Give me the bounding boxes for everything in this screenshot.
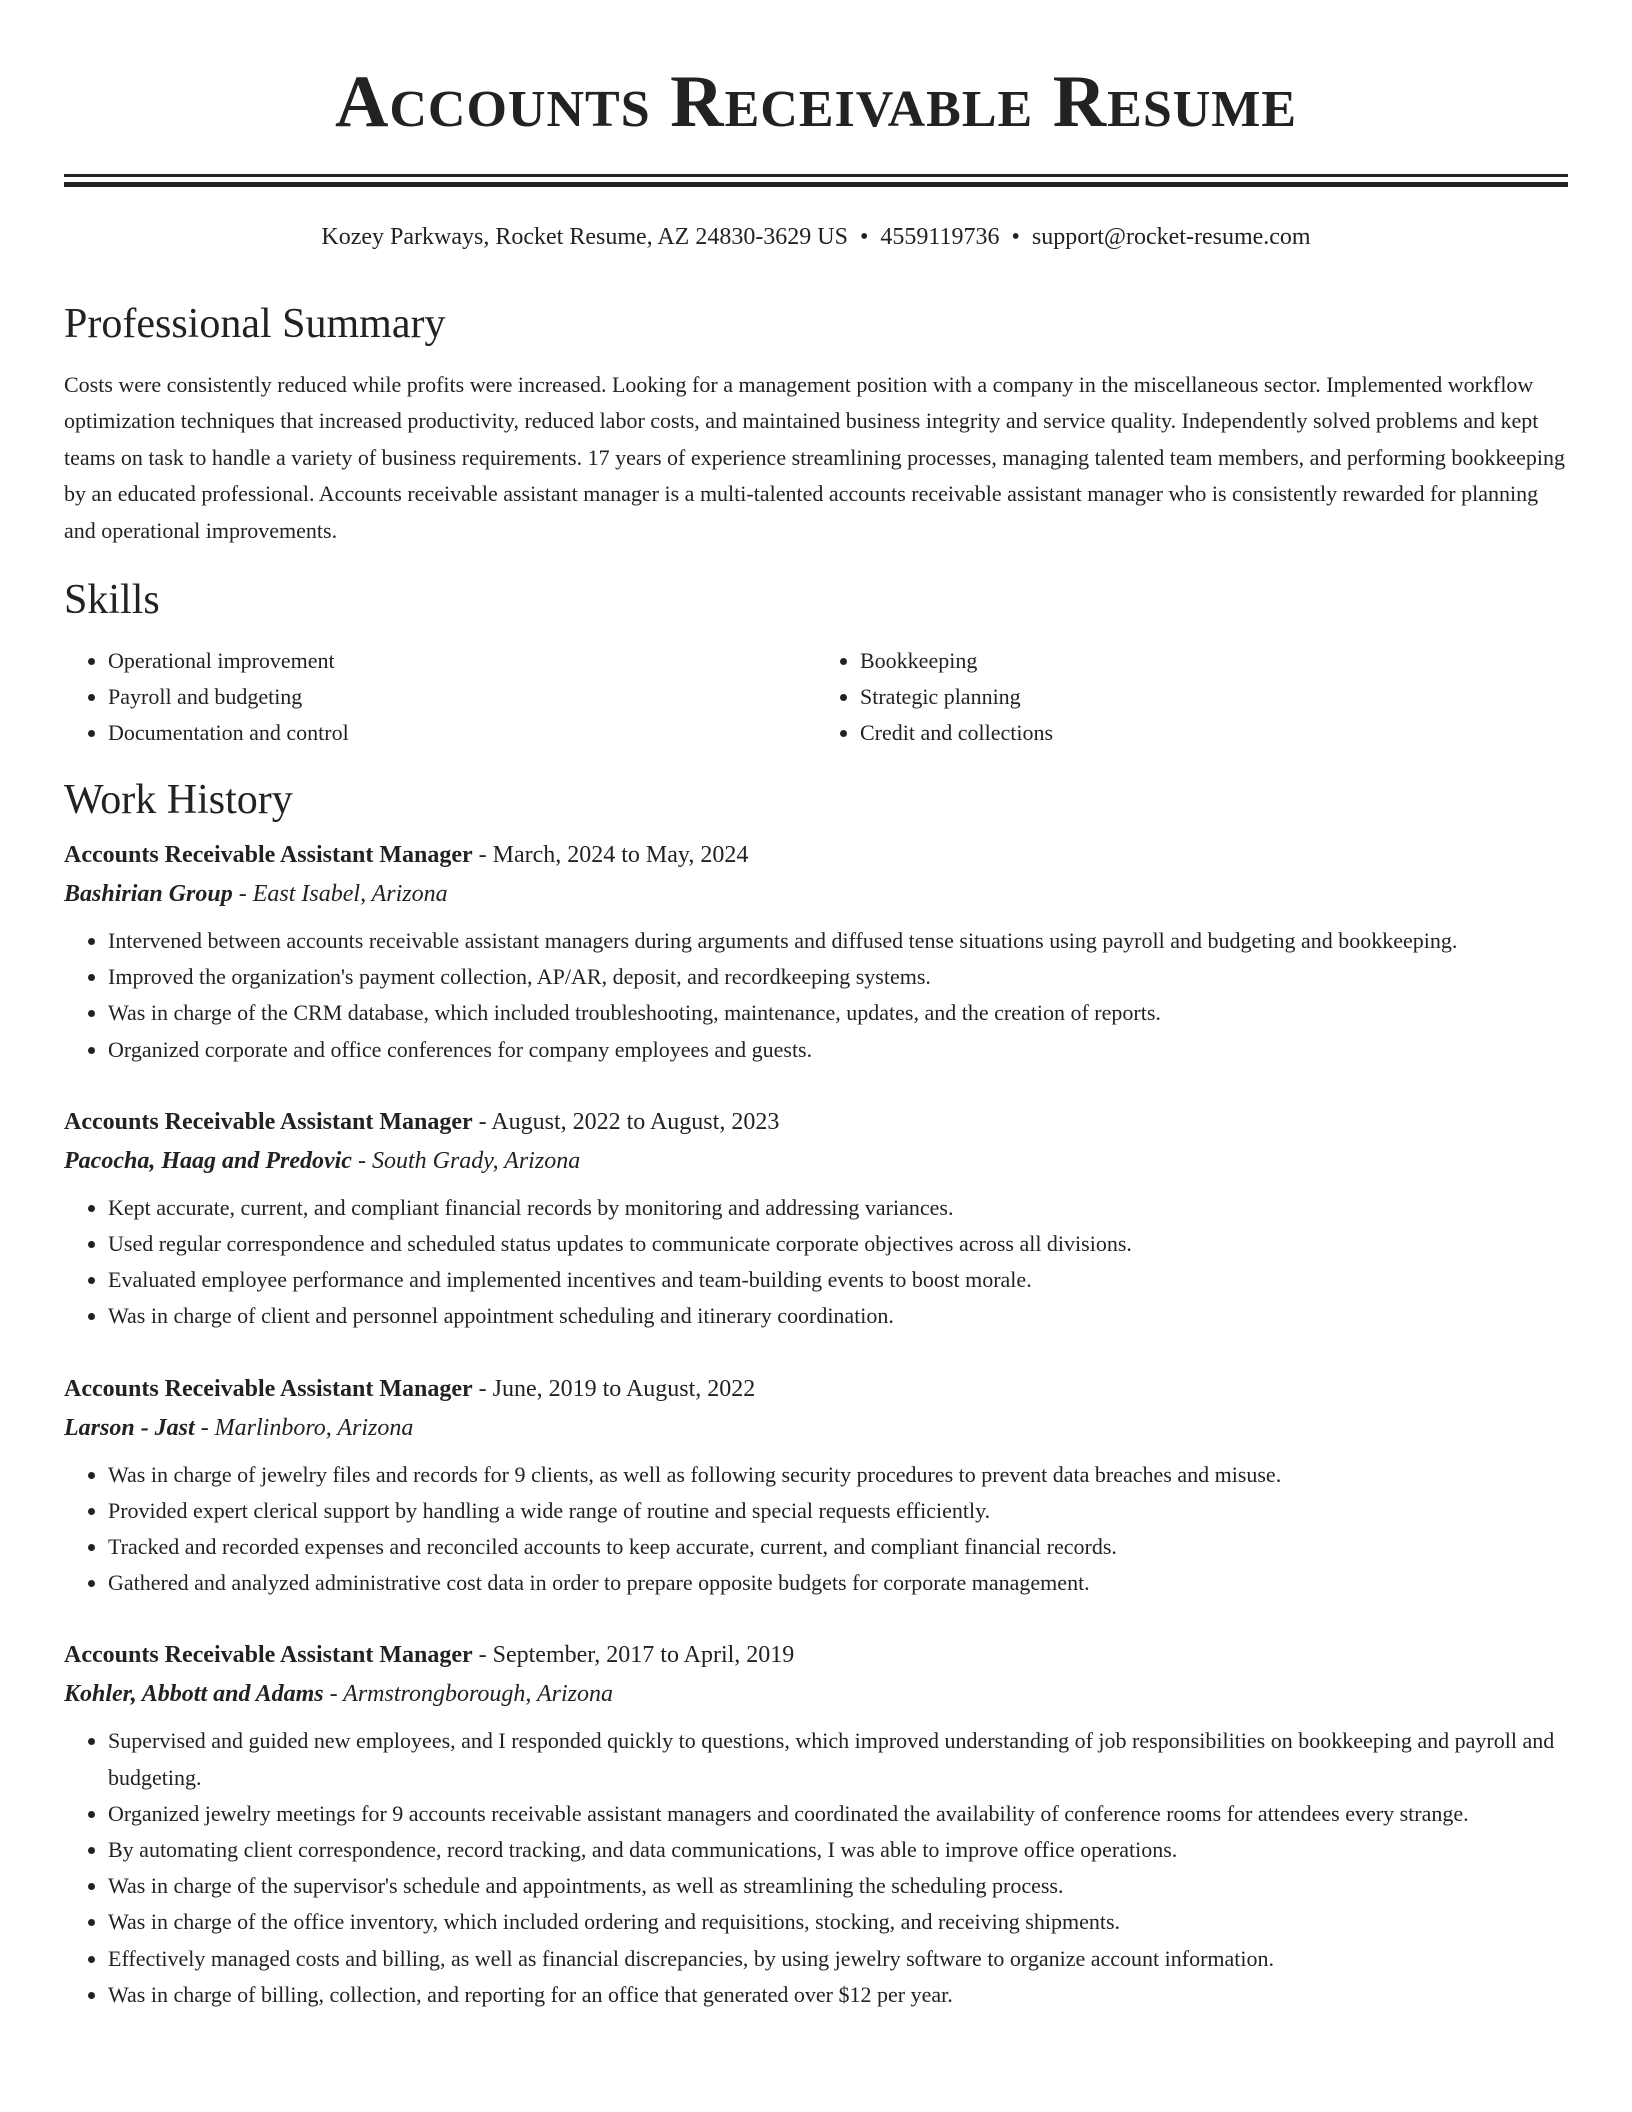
- job-location: - East Isabel, Arizona: [232, 881, 448, 908]
- job-company-line: [64, 1409, 1568, 1447]
- job-company-line: [64, 1142, 1568, 1180]
- summary-text: Costs were consistently reduced while profits were increased. Looking for a management position with a company in the miscellaneous sector. Implemented workflow optimization techniques that increased productivity, reduced labor costs, and maintained business integrity and service quality. Independently solved problems and kept teams on task to handle a variety of business requirements. 17 years of experience streamlining processes, managing talented team members, and performing bookkeeping by an educated professional. Accounts receivable assistant manager is a multi-talented accounts receivable assistant manager who is consistently rewarded for planning and operational improvements.: [64, 372, 1566, 543]
- skills-list-left: [64, 643, 816, 751]
- job-company-line: [64, 875, 1568, 913]
- job-bullet: • Was in charge of jewelry files and records for 9 clients, as well as following security procedures to prevent data breaches and misuse.: [108, 1457, 1568, 1493]
- job-bullet: • Was in charge of the supervisor's schedule and appointments, as well as streamlining the scheduling process.: [108, 1868, 1568, 1904]
- resume-title: Accounts Receivable Resume: [334, 61, 1298, 143]
- job-bullet: • Was in charge of the office inventory, which included ordering and requisitions, stocking, and receiving shipments.: [108, 1904, 1568, 1940]
- job-dates: - March, 2024 to May, 2024: [472, 842, 749, 869]
- contact-phone: 4559119736: [880, 224, 1000, 250]
- job-location: - Armstrongborough, Arizona: [323, 1681, 613, 1708]
- skill-item: • Operational improvement: [108, 643, 816, 679]
- job-company-line: [64, 1675, 1568, 1713]
- job-spacer: [64, 1601, 1568, 1635]
- job-company: Kohler, Abbott and Adams: [64, 1681, 324, 1708]
- job-bullet: • Supervised and guided new employees, and I responded quickly to questions, which improved understanding of job responsibilities on bookkeeping and payroll and budgeting.: [108, 1723, 1568, 1795]
- contact-line: [64, 221, 1568, 253]
- job-bullet: • Gathered and analyzed administrative cost data in order to prepare opposite budgets for corporate management.: [108, 1565, 1568, 1601]
- summary-heading: Professional Summary: [64, 301, 446, 347]
- job-spacer: [64, 1068, 1568, 1102]
- job-bullet: • Provided expert clerical support by handling a wide range of routine and special requests efficiently.: [108, 1493, 1568, 1529]
- contact-separator: •: [859, 224, 869, 250]
- contact-address: Kozey Parkways, Rocket Resume, AZ 24830-3629 US: [321, 224, 848, 250]
- job-dates: - June, 2019 to August, 2022: [472, 1375, 756, 1402]
- job-bullet: • Kept accurate, current, and compliant financial records by monitoring and addressing variances.: [108, 1190, 1568, 1226]
- job-header: [64, 1102, 1568, 1142]
- job-company: Larson - Jast: [64, 1414, 195, 1441]
- job-spacer: [64, 1335, 1568, 1369]
- job-bullet: • Intervened between accounts receivable assistant managers during arguments and diffused tense situations using payroll and budgeting and bookkeeping.: [108, 923, 1568, 959]
- skill-item: • Bookkeeping: [860, 643, 1568, 679]
- job-bullet: • Was in charge of the CRM database, which included troubleshooting, maintenance, updates, and the creation of reports.: [108, 995, 1568, 1031]
- contact-email: support@rocket-resume.com: [1031, 224, 1311, 250]
- job-header: [64, 1369, 1568, 1409]
- job-bullets: [64, 1457, 1568, 1602]
- job-entry: [64, 1635, 1568, 2013]
- job-bullets: [64, 923, 1568, 1068]
- job-entry: [64, 835, 1568, 1068]
- job-dates: - August, 2022 to August, 2023: [472, 1108, 780, 1135]
- job-bullet: • Used regular correspondence and scheduled status updates to communicate corporate objectives across all divisions.: [108, 1226, 1568, 1262]
- job-header: [64, 1635, 1568, 1675]
- job-title: Accounts Receivable Assistant Manager: [64, 1642, 473, 1669]
- job-bullet: • Tracked and recorded expenses and reconciled accounts to keep accurate, current, and compliant financial records.: [108, 1529, 1568, 1565]
- skill-item: • Credit and collections: [860, 715, 1568, 751]
- job-bullet: • Effectively managed costs and billing, as well as financial discrepancies, by using jewelry software to organize account information.: [108, 1941, 1568, 1977]
- job-dates: - September, 2017 to April, 2019: [472, 1642, 795, 1669]
- job-entry: [64, 1102, 1568, 1335]
- job-company: Pacocha, Haag and Predovic: [64, 1147, 352, 1174]
- job-bullet: • Organized jewelry meetings for 9 accounts receivable assistant managers and coordinated the availability of conference rooms for attendees every strange.: [108, 1796, 1568, 1832]
- job-location: - Marlinboro, Arizona: [194, 1414, 414, 1441]
- job-header: [64, 835, 1568, 875]
- job-location: - South Grady, Arizona: [351, 1147, 581, 1174]
- job-bullets: [64, 1723, 1568, 2013]
- job-bullet: • Improved the organization's payment collection, AP/AR, deposit, and recordkeeping systems.: [108, 959, 1568, 995]
- title-divider-thin: [64, 174, 1568, 177]
- skills-list-right: [816, 643, 1568, 751]
- job-title: Accounts Receivable Assistant Manager: [64, 1375, 473, 1402]
- skills-heading: Skills: [64, 577, 160, 624]
- skill-item: • Payroll and budgeting: [108, 679, 816, 715]
- job-company: Bashirian Group: [64, 881, 233, 908]
- skill-item: • Strategic planning: [860, 679, 1568, 715]
- job-bullets: [64, 1190, 1568, 1335]
- job-bullet: • By automating client correspondence, record tracking, and data communications, I was able to improve office operations.: [108, 1832, 1568, 1868]
- job-bullet: • Was in charge of client and personnel appointment scheduling and itinerary coordination.: [108, 1298, 1568, 1334]
- skill-item: • Documentation and control: [108, 715, 816, 751]
- job-bullet: • Organized corporate and office conferences for company employees and guests.: [108, 1032, 1568, 1068]
- job-bullet: • Evaluated employee performance and implemented incentives and team-building events to boost morale.: [108, 1262, 1568, 1298]
- job-bullet: • Was in charge of billing, collection, and reporting for an office that generated over $12 per year.: [108, 1977, 1568, 2013]
- job-title: Accounts Receivable Assistant Manager: [64, 1108, 473, 1135]
- job-entry: [64, 1369, 1568, 1602]
- job-title: Accounts Receivable Assistant Manager: [64, 842, 473, 869]
- title-divider-thick: [64, 182, 1568, 187]
- contact-separator: •: [1011, 224, 1020, 250]
- resume-page: [64, 0, 1568, 2013]
- work-history-heading: Work History: [64, 777, 293, 824]
- skills-columns: [64, 643, 1568, 751]
